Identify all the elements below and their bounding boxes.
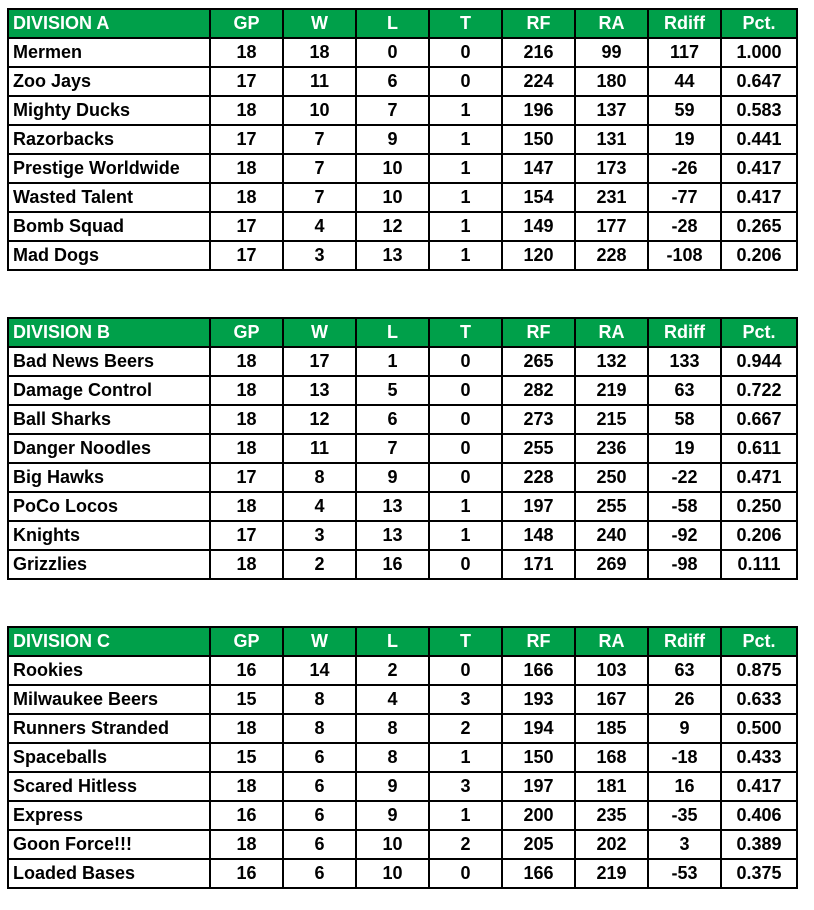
table-row (8, 125, 797, 154)
stat-pct: 0.206 (721, 241, 797, 270)
column-header-t: T (429, 627, 502, 656)
column-header-gp: GP (210, 318, 283, 347)
stat-l: 9 (356, 463, 429, 492)
stat-w: 6 (283, 859, 356, 888)
column-header-ra: RA (575, 9, 648, 38)
stat-gp: 17 (210, 241, 283, 270)
column-header-w: W (283, 627, 356, 656)
stat-w: 7 (283, 154, 356, 183)
stat-w: 18 (283, 38, 356, 67)
stat-l: 13 (356, 241, 429, 270)
column-header-t: T (429, 318, 502, 347)
team-name: Damage Control (8, 376, 210, 405)
stat-t: 2 (429, 830, 502, 859)
stat-t: 1 (429, 212, 502, 241)
stat-rf: 255 (502, 434, 575, 463)
stat-gp: 18 (210, 830, 283, 859)
stat-t: 1 (429, 154, 502, 183)
stat-w: 8 (283, 685, 356, 714)
stat-gp: 18 (210, 376, 283, 405)
stat-w: 13 (283, 376, 356, 405)
team-name: Mighty Ducks (8, 96, 210, 125)
stat-gp: 16 (210, 801, 283, 830)
stat-ra: 131 (575, 125, 648, 154)
division-header-row (8, 627, 797, 656)
stat-l: 8 (356, 743, 429, 772)
stat-t: 0 (429, 376, 502, 405)
column-header-rf: RF (502, 9, 575, 38)
stat-rf: 216 (502, 38, 575, 67)
stat-ra: 168 (575, 743, 648, 772)
stat-rdiff: -53 (648, 859, 721, 888)
stat-rdiff: -92 (648, 521, 721, 550)
team-name: Runners Stranded (8, 714, 210, 743)
stat-w: 14 (283, 656, 356, 685)
table-row (8, 772, 797, 801)
stat-pct: 0.111 (721, 550, 797, 579)
team-name: Loaded Bases (8, 859, 210, 888)
table-row (8, 685, 797, 714)
stat-w: 11 (283, 434, 356, 463)
stat-pct: 0.417 (721, 183, 797, 212)
stat-w: 6 (283, 801, 356, 830)
stat-ra: 99 (575, 38, 648, 67)
stat-rdiff: -35 (648, 801, 721, 830)
stat-w: 8 (283, 714, 356, 743)
stat-l: 10 (356, 154, 429, 183)
stat-rdiff: -22 (648, 463, 721, 492)
stat-rf: 149 (502, 212, 575, 241)
stat-ra: 255 (575, 492, 648, 521)
team-name: Big Hawks (8, 463, 210, 492)
stat-pct: 0.433 (721, 743, 797, 772)
column-header-rdiff: Rdiff (648, 627, 721, 656)
stat-rdiff: 3 (648, 830, 721, 859)
stat-ra: 269 (575, 550, 648, 579)
table-row (8, 714, 797, 743)
stat-rdiff: -26 (648, 154, 721, 183)
stat-pct: 0.417 (721, 772, 797, 801)
stat-ra: 132 (575, 347, 648, 376)
stat-w: 7 (283, 125, 356, 154)
stat-rdiff: 63 (648, 376, 721, 405)
stat-gp: 18 (210, 96, 283, 125)
stat-l: 10 (356, 183, 429, 212)
stat-ra: 137 (575, 96, 648, 125)
stat-l: 9 (356, 801, 429, 830)
stat-w: 6 (283, 743, 356, 772)
stat-t: 1 (429, 125, 502, 154)
stat-l: 6 (356, 67, 429, 96)
stat-l: 7 (356, 96, 429, 125)
stat-gp: 18 (210, 38, 283, 67)
stat-t: 3 (429, 772, 502, 801)
stat-w: 4 (283, 492, 356, 521)
team-name: Express (8, 801, 210, 830)
column-header-gp: GP (210, 9, 283, 38)
column-header-ra: RA (575, 627, 648, 656)
stat-ra: 228 (575, 241, 648, 270)
stat-ra: 180 (575, 67, 648, 96)
stat-pct: 0.206 (721, 521, 797, 550)
table-row (8, 67, 797, 96)
stat-t: 3 (429, 685, 502, 714)
stat-rdiff: -77 (648, 183, 721, 212)
team-name: Mad Dogs (8, 241, 210, 270)
column-header-rdiff: Rdiff (648, 9, 721, 38)
stat-gp: 18 (210, 772, 283, 801)
stat-ra: 185 (575, 714, 648, 743)
team-name: Mermen (8, 38, 210, 67)
stat-gp: 18 (210, 714, 283, 743)
stat-rf: 120 (502, 241, 575, 270)
stat-pct: 0.417 (721, 154, 797, 183)
stat-l: 2 (356, 656, 429, 685)
stat-rf: 148 (502, 521, 575, 550)
table-row (8, 743, 797, 772)
stat-gp: 16 (210, 859, 283, 888)
stat-t: 0 (429, 347, 502, 376)
table-row (8, 96, 797, 125)
stat-gp: 17 (210, 521, 283, 550)
table-row (8, 154, 797, 183)
stat-l: 13 (356, 521, 429, 550)
stat-rf: 166 (502, 656, 575, 685)
stat-rdiff: -98 (648, 550, 721, 579)
stat-w: 3 (283, 241, 356, 270)
team-name: PoCo Locos (8, 492, 210, 521)
stat-t: 1 (429, 743, 502, 772)
stat-w: 3 (283, 521, 356, 550)
division-header-row (8, 9, 797, 38)
stat-ra: 236 (575, 434, 648, 463)
stat-w: 2 (283, 550, 356, 579)
stat-rf: 197 (502, 772, 575, 801)
stat-l: 5 (356, 376, 429, 405)
stat-rf: 150 (502, 743, 575, 772)
stat-gp: 16 (210, 656, 283, 685)
stat-t: 0 (429, 550, 502, 579)
stat-ra: 250 (575, 463, 648, 492)
table-row (8, 656, 797, 685)
stat-pct: 0.875 (721, 656, 797, 685)
stat-l: 7 (356, 434, 429, 463)
stat-rf: 193 (502, 685, 575, 714)
stat-gp: 15 (210, 685, 283, 714)
stat-gp: 17 (210, 212, 283, 241)
stat-rdiff: 44 (648, 67, 721, 96)
table-row (8, 492, 797, 521)
stat-w: 7 (283, 183, 356, 212)
stat-gp: 18 (210, 154, 283, 183)
stat-rf: 166 (502, 859, 575, 888)
stat-ra: 219 (575, 859, 648, 888)
stat-t: 2 (429, 714, 502, 743)
team-name: Danger Noodles (8, 434, 210, 463)
stat-t: 0 (429, 656, 502, 685)
stat-t: 1 (429, 521, 502, 550)
stat-pct: 0.250 (721, 492, 797, 521)
team-name: Wasted Talent (8, 183, 210, 212)
stat-rf: 200 (502, 801, 575, 830)
team-name: Prestige Worldwide (8, 154, 210, 183)
stat-rdiff: 19 (648, 125, 721, 154)
stat-gp: 18 (210, 550, 283, 579)
column-header-pct: Pct. (721, 627, 797, 656)
stat-rf: 265 (502, 347, 575, 376)
table-row (8, 212, 797, 241)
team-name: Zoo Jays (8, 67, 210, 96)
stat-rdiff: 117 (648, 38, 721, 67)
stat-rf: 197 (502, 492, 575, 521)
stat-rdiff: 58 (648, 405, 721, 434)
stat-l: 13 (356, 492, 429, 521)
stat-pct: 0.500 (721, 714, 797, 743)
stat-ra: 103 (575, 656, 648, 685)
team-name: Goon Force!!! (8, 830, 210, 859)
team-name: Knights (8, 521, 210, 550)
stat-pct: 0.611 (721, 434, 797, 463)
stat-w: 6 (283, 772, 356, 801)
stat-t: 1 (429, 96, 502, 125)
stat-rf: 196 (502, 96, 575, 125)
stat-pct: 0.667 (721, 405, 797, 434)
stat-pct: 0.944 (721, 347, 797, 376)
column-header-w: W (283, 318, 356, 347)
stat-t: 0 (429, 859, 502, 888)
table-row (8, 183, 797, 212)
stat-t: 1 (429, 492, 502, 521)
division-c-title: DIVISION C (8, 627, 210, 656)
stat-gp: 17 (210, 125, 283, 154)
stat-w: 6 (283, 830, 356, 859)
stat-l: 8 (356, 714, 429, 743)
stat-t: 0 (429, 434, 502, 463)
stat-w: 10 (283, 96, 356, 125)
stat-t: 0 (429, 463, 502, 492)
column-header-rf: RF (502, 627, 575, 656)
table-row (8, 463, 797, 492)
stat-rdiff: -108 (648, 241, 721, 270)
stat-rf: 224 (502, 67, 575, 96)
stat-gp: 18 (210, 492, 283, 521)
table-row (8, 434, 797, 463)
stat-rf: 205 (502, 830, 575, 859)
stat-ra: 235 (575, 801, 648, 830)
stat-t: 0 (429, 405, 502, 434)
team-name: Ball Sharks (8, 405, 210, 434)
stat-w: 8 (283, 463, 356, 492)
stat-ra: 167 (575, 685, 648, 714)
table-row (8, 405, 797, 434)
stat-gp: 18 (210, 434, 283, 463)
column-header-l: L (356, 318, 429, 347)
stat-ra: 215 (575, 405, 648, 434)
table-row (8, 376, 797, 405)
team-name: Milwaukee Beers (8, 685, 210, 714)
stat-ra: 202 (575, 830, 648, 859)
division-a-table (7, 8, 798, 271)
stat-gp: 17 (210, 463, 283, 492)
column-header-l: L (356, 9, 429, 38)
table-row (8, 241, 797, 270)
stat-rdiff: -58 (648, 492, 721, 521)
team-name: Rookies (8, 656, 210, 685)
stat-w: 4 (283, 212, 356, 241)
team-name: Razorbacks (8, 125, 210, 154)
stat-rf: 282 (502, 376, 575, 405)
column-header-l: L (356, 627, 429, 656)
stat-ra: 181 (575, 772, 648, 801)
stat-rf: 273 (502, 405, 575, 434)
stat-t: 1 (429, 183, 502, 212)
division-b-title: DIVISION B (8, 318, 210, 347)
team-name: Grizzlies (8, 550, 210, 579)
division-c-table (7, 626, 798, 889)
stat-ra: 231 (575, 183, 648, 212)
division-b-table (7, 317, 798, 580)
stat-t: 0 (429, 38, 502, 67)
stat-pct: 0.375 (721, 859, 797, 888)
stat-rf: 154 (502, 183, 575, 212)
column-header-t: T (429, 9, 502, 38)
column-header-rf: RF (502, 318, 575, 347)
stat-rdiff: 19 (648, 434, 721, 463)
stat-pct: 0.583 (721, 96, 797, 125)
stat-rf: 150 (502, 125, 575, 154)
stat-w: 11 (283, 67, 356, 96)
stat-rdiff: -18 (648, 743, 721, 772)
stat-rf: 194 (502, 714, 575, 743)
table-row (8, 38, 797, 67)
stat-l: 9 (356, 125, 429, 154)
stat-ra: 177 (575, 212, 648, 241)
stat-pct: 0.647 (721, 67, 797, 96)
stat-rf: 147 (502, 154, 575, 183)
stat-t: 1 (429, 801, 502, 830)
team-name: Bomb Squad (8, 212, 210, 241)
stat-t: 1 (429, 241, 502, 270)
stat-rdiff: 16 (648, 772, 721, 801)
stat-rdiff: -28 (648, 212, 721, 241)
stat-gp: 17 (210, 67, 283, 96)
stat-l: 12 (356, 212, 429, 241)
stat-l: 1 (356, 347, 429, 376)
stat-pct: 1.000 (721, 38, 797, 67)
team-name: Bad News Beers (8, 347, 210, 376)
column-header-w: W (283, 9, 356, 38)
team-name: Spaceballs (8, 743, 210, 772)
team-name: Scared Hitless (8, 772, 210, 801)
table-row (8, 801, 797, 830)
stat-pct: 0.389 (721, 830, 797, 859)
stat-rdiff: 59 (648, 96, 721, 125)
table-row (8, 859, 797, 888)
stat-pct: 0.265 (721, 212, 797, 241)
stat-pct: 0.406 (721, 801, 797, 830)
stat-gp: 18 (210, 405, 283, 434)
stat-pct: 0.441 (721, 125, 797, 154)
stat-l: 10 (356, 859, 429, 888)
stat-ra: 240 (575, 521, 648, 550)
stat-rdiff: 63 (648, 656, 721, 685)
stat-rf: 228 (502, 463, 575, 492)
stat-rf: 171 (502, 550, 575, 579)
column-header-gp: GP (210, 627, 283, 656)
table-row (8, 347, 797, 376)
stat-ra: 173 (575, 154, 648, 183)
stat-t: 0 (429, 67, 502, 96)
stat-pct: 0.471 (721, 463, 797, 492)
division-a-title: DIVISION A (8, 9, 210, 38)
stat-ra: 219 (575, 376, 648, 405)
table-row (8, 521, 797, 550)
stat-pct: 0.633 (721, 685, 797, 714)
stat-rdiff: 133 (648, 347, 721, 376)
division-header-row (8, 318, 797, 347)
column-header-ra: RA (575, 318, 648, 347)
table-row (8, 550, 797, 579)
column-header-rdiff: Rdiff (648, 318, 721, 347)
stat-l: 9 (356, 772, 429, 801)
column-header-pct: Pct. (721, 9, 797, 38)
stat-rdiff: 26 (648, 685, 721, 714)
stat-w: 12 (283, 405, 356, 434)
stat-w: 17 (283, 347, 356, 376)
stat-gp: 18 (210, 183, 283, 212)
stat-l: 16 (356, 550, 429, 579)
column-header-pct: Pct. (721, 318, 797, 347)
stat-rdiff: 9 (648, 714, 721, 743)
stat-gp: 18 (210, 347, 283, 376)
table-row (8, 830, 797, 859)
stat-l: 0 (356, 38, 429, 67)
stat-pct: 0.722 (721, 376, 797, 405)
stat-l: 6 (356, 405, 429, 434)
stat-l: 10 (356, 830, 429, 859)
stat-l: 4 (356, 685, 429, 714)
stat-gp: 15 (210, 743, 283, 772)
